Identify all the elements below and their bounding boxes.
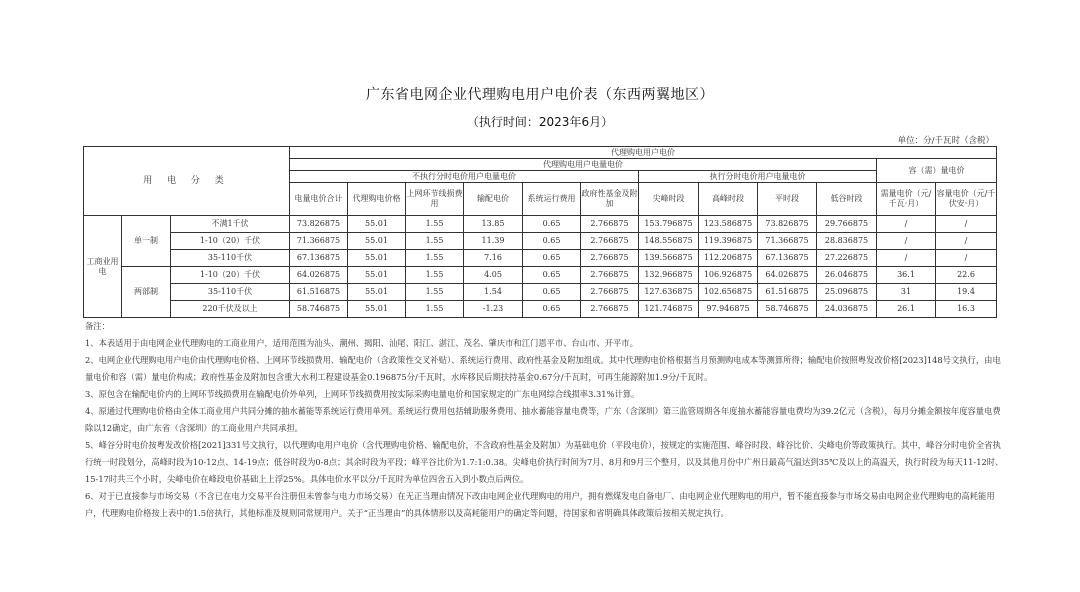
cell: 97.946875 (699, 301, 758, 318)
cell: 139.566875 (639, 250, 699, 267)
col-header: 平时段 (758, 183, 817, 216)
note-item: 2、电网企业代理购电用户电价由代理购电价格、上网环节线损费用、输配电价（含政策性交叉补贴）、系统运行费用、政府性基金及附加组成。其中代理购电价格根据当月预测购电成本等测算所得；输配电价按照粤发改价格[2023]148号文执行，由电量电价和容（需）量电价构成；政府性基金及附加包含重大水利工程建设基金0.196875分/千瓦时，水库移民后期扶持基金0.67分/千瓦时，可再生能源附加1.9分/千瓦时。 (85, 355, 1001, 382)
cell: 67.136875 (758, 250, 817, 267)
cell: 19.4 (936, 284, 997, 301)
note-item: 6、对于已直接参与市场交易（不含已在电力交易平台注册但未曾参与电力市场交易）在无正当理由情况下改由电网企业代理购电的用户，拥有燃煤发电自备电厂、由电网企业代理购电的用户，暂不能直接参与市场交易由电网企业代理购电的高耗能用户，代理购电价格按上表中的1.5倍执行，其他标准及规则同常规用户。关于“正当理由”的具体情形以及高耗能用户的确定等问题，待国家和省明确具体政策后按相关规定执行。 (85, 491, 995, 518)
voltage-label: 35-110千伏 (171, 250, 290, 267)
subgroup-label: 两部制 (122, 267, 171, 318)
col-header: 上网环节线损费用 (406, 183, 464, 216)
col-header: 尖峰时段 (639, 183, 699, 216)
cell: 28.836875 (817, 233, 877, 250)
cell: 2.766875 (581, 284, 639, 301)
cell: 2.766875 (581, 250, 639, 267)
cell: 24.036875 (817, 301, 877, 318)
cell: 55.01 (348, 267, 406, 284)
cell: 55.01 (348, 284, 406, 301)
document-subtitle: （执行时间：2023年6月） (466, 115, 614, 129)
cell: 121.746875 (639, 301, 699, 318)
cell: 71.366875 (290, 233, 348, 250)
col-header: 高峰时段 (699, 183, 758, 216)
subgroup-label: 单一制 (122, 216, 171, 267)
cell: 7.16 (464, 250, 523, 267)
cell: 2.766875 (581, 267, 639, 284)
cell: 1.55 (406, 233, 464, 250)
cell: 2.766875 (581, 216, 639, 233)
unit-label: 单位：分/千瓦时（含税） (897, 136, 994, 146)
table-row (84, 250, 997, 267)
cell: 106.926875 (699, 267, 758, 284)
cell: 0.65 (523, 216, 581, 233)
cell: / (936, 250, 997, 267)
note-item: 3、原包含在输配电价内的上网环节线损费用在输配电价外单列，上网环节线损费用按实际采购电量电价和国家规定的广东电网综合线损率3.31%计算。 (85, 389, 640, 399)
cell: 123.586875 (699, 216, 758, 233)
group-label: 工商业用电 (84, 216, 122, 318)
cell: 73.826875 (758, 216, 817, 233)
cell: 132.966875 (639, 267, 699, 284)
cell: 61.516875 (290, 284, 348, 301)
cell: 27.226875 (817, 250, 877, 267)
note-item: 4、原通过代理购电价格由全体工商业用户共同分摊的抽水蓄能等系统运行费用单列。系统运行费用包括辅助服务费用、抽水蓄能容量电费等，广东（含深圳）第三监管周期各年度抽水蓄能容量电费均为39.2亿元（含税），每月分摊金额按年度容量电费除以12确定，由广东省（含深圳）的工商业用户共同承担。 (85, 406, 1001, 433)
cell: 61.516875 (758, 284, 817, 301)
cell: 4.05 (464, 267, 523, 284)
header-tou: 执行分时电价用户电量电价 (639, 171, 877, 183)
cell: 0.65 (523, 250, 581, 267)
cell: 1.55 (406, 267, 464, 284)
cell: 112.206875 (699, 250, 758, 267)
header-level1: 代理购电用户电价 (290, 147, 997, 159)
cell: 127.636875 (639, 284, 699, 301)
note-item: 1、本表适用于由电网企业代理购电的工商业用户，适用范围为汕头、潮州、揭阳、汕尾、阳江、湛江、茂名、肇庆市和江门恩平市、台山市、开平市。 (85, 338, 638, 348)
cell: -1.23 (464, 301, 523, 318)
cell: 67.136875 (290, 250, 348, 267)
cell: 119.396875 (699, 233, 758, 250)
table-row (84, 284, 997, 301)
cell: 71.366875 (758, 233, 817, 250)
note-item: 5、峰谷分时电价按粤发改价格[2021]331号文执行，以代理购电用户电价（含代理购电价格、输配电价，不含政府性基金及附加）为基础电价（平段电价），按规定的实施范围、峰谷时段、峰谷比价、尖峰电价等政策执行。其中，峰谷分时电价全省执行统一时段划分，高峰时段为10-12点、14-19点；低谷时段为0-8点；其余时段为平段；峰平谷比价为1.7:1:0.38。尖峰电价执行时间为7月、8月和9月三个整月，以及其他月份中广州日最高气温达到35℃及以上的高温天，执行时段为每天11-12时、15-17时共三个小时，尖峰电价在峰段电价基础上上浮25%。具体电价水平以分/千瓦时为单位四舍五入到小数点后两位。 (85, 440, 1004, 484)
table-row (84, 233, 997, 250)
cell: 148.556875 (639, 233, 699, 250)
cell: / (877, 250, 936, 267)
price-table (83, 146, 997, 318)
col-header: 低谷时段 (817, 183, 877, 216)
header-energy-price: 代理购电用户电量电价 (290, 159, 877, 171)
col-header: 输配电价 (464, 183, 523, 216)
header-capacity-price: 容（需）量电价 (877, 159, 997, 183)
cell: / (936, 216, 997, 233)
cell: 1.55 (406, 284, 464, 301)
cell: 0.65 (523, 301, 581, 318)
col-header: 容量电价（元/千伏安·月） (936, 183, 997, 216)
cell: 55.01 (348, 250, 406, 267)
cell: 36.1 (877, 267, 936, 284)
cell: 13.85 (464, 216, 523, 233)
cell: 58.746875 (290, 301, 348, 318)
cell: 64.026875 (758, 267, 817, 284)
cell: 25.096875 (817, 284, 877, 301)
cell: 153.796875 (639, 216, 699, 233)
cell: 73.826875 (290, 216, 348, 233)
cell: 64.026875 (290, 267, 348, 284)
cell: 2.766875 (581, 301, 639, 318)
cell: 55.01 (348, 233, 406, 250)
table-row (84, 267, 997, 284)
cell: / (877, 216, 936, 233)
table-row (84, 216, 997, 233)
cell: 26.046875 (817, 267, 877, 284)
header-non-tou: 不执行分时电价用户电量电价 (290, 171, 639, 183)
cell: 22.6 (936, 267, 997, 284)
cell: 1.55 (406, 250, 464, 267)
col-header: 需量电价（元/千瓦·月） (877, 183, 936, 216)
col-header: 代理购电价格 (348, 183, 406, 216)
cell: 1.54 (464, 284, 523, 301)
cell: 1.55 (406, 301, 464, 318)
cell: / (877, 233, 936, 250)
document-title: 广东省电网企业代理购电用户电价表（东西两翼地区） (366, 87, 714, 103)
cell: 0.65 (523, 267, 581, 284)
table-row (84, 301, 997, 318)
cell: 1.55 (406, 216, 464, 233)
cell: 16.3 (936, 301, 997, 318)
voltage-label: 220千伏及以上 (171, 301, 290, 318)
cell: 0.65 (523, 284, 581, 301)
voltage-label: 35-110千伏 (171, 284, 290, 301)
voltage-label: 1-10（20）千伏 (171, 233, 290, 250)
cell: / (936, 233, 997, 250)
category-header: 用 电 分 类 (84, 147, 290, 216)
cell: 58.746875 (758, 301, 817, 318)
cell: 31 (877, 284, 936, 301)
cell: 29.766875 (817, 216, 877, 233)
cell: 11.39 (464, 233, 523, 250)
cell: 0.65 (523, 233, 581, 250)
notes-heading: 备注： (85, 321, 110, 331)
cell: 102.656875 (699, 284, 758, 301)
voltage-label: 1-10（20）千伏 (171, 267, 290, 284)
cell: 26.1 (877, 301, 936, 318)
cell: 2.766875 (581, 233, 639, 250)
col-header: 电量电价合计 (290, 183, 348, 216)
notes-section (85, 318, 1005, 522)
voltage-label: 不满1千伏 (171, 216, 290, 233)
cell: 55.01 (348, 301, 406, 318)
col-header: 政府性基金及附加 (581, 183, 639, 216)
cell: 55.01 (348, 216, 406, 233)
col-header: 系统运行费用 (523, 183, 581, 216)
